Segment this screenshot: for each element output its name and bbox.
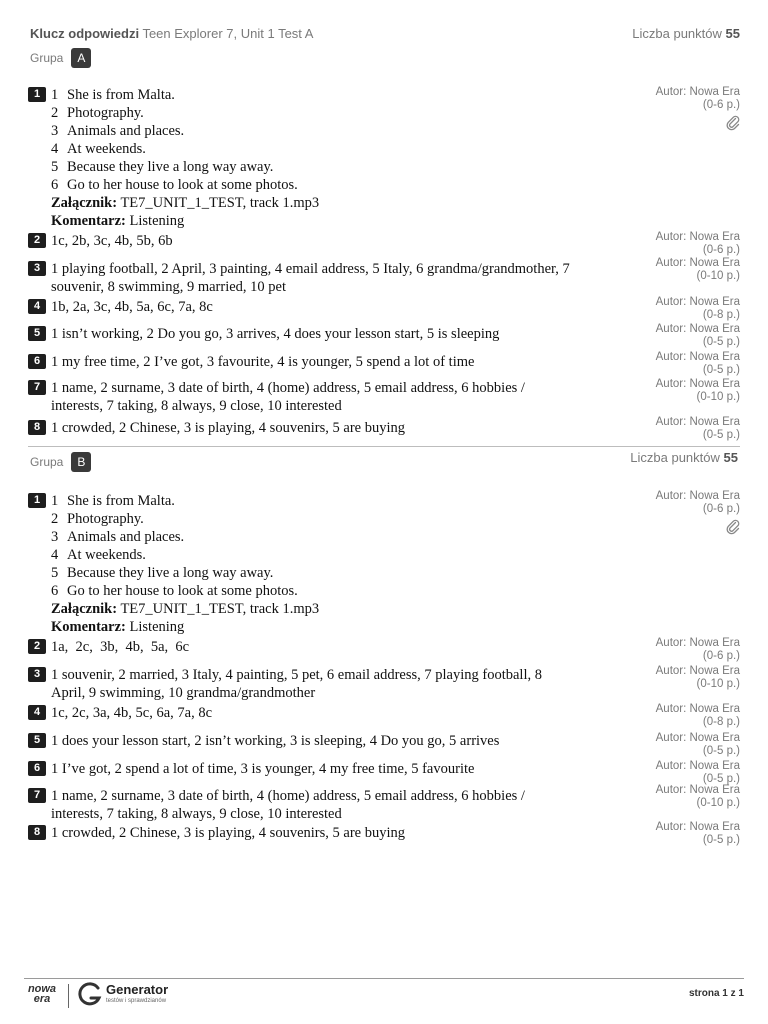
task-answer: 1 souvenir, 2 married, 3 Italy, 4 painting, 5 pet, 6 email address, 7 playing football, 8 April, 9 swimming, 10 grandma/grandmother [51,667,542,701]
group-a-task-8 [28,416,740,445]
task-answer: 1 She is from Malta. 2 Photography. 3 Animals and places. 4 At weekends. 5 Because they live a long way away. 6 Go to her house to look at some photos. Załącznik: TE7_UNIT_1_TEST, track 1.mp3 Komentarz: Listening [51,86,641,230]
group-b-task-3 [28,666,740,704]
task-author: Autor: Nowa Era (0-10 p.) [655,378,740,403]
task-answer: 1 She is from Malta. 2 Photography. 3 Animals and places. 4 At weekends. 5 Because they live a long way away. 6 Go to her house to look at some photos. Załącznik: TE7_UNIT_1_TEST, track 1.mp3 Komentarz: Listening [51,492,641,636]
task-answer: 1b, 2a, 3c, 4b, 5a, 6c, 7a, 8c [51,299,213,315]
task-answer: 1 isn’t working, 2 Do you go, 3 arrives, 4 does your lesson start, 5 is sleeping [51,326,500,342]
group-b-header [30,451,91,473]
attachment-line: Załącznik: TE7_UNIT_1_TEST, track 1.mp3 [51,195,320,211]
points-label: Liczba punktów [632,26,722,41]
group-a-task-3 [28,257,740,298]
group-badge-b: B [71,452,91,472]
task-number: 8 [28,420,46,435]
task-number: 7 [28,788,46,803]
group-b-task-4 [28,704,740,730]
attachment-link[interactable]: TE7_UNIT_1_TEST, track 1.mp3 [120,601,320,617]
group-a-task-6 [28,353,740,379]
task-answer: 1c, 2b, 3c, 4b, 5b, 6b [51,233,173,249]
task-number: 6 [28,761,46,776]
group-b-task-6 [28,760,740,786]
group-b-task-7 [28,784,740,825]
nowa-era-logo: nowa era [27,983,57,1005]
task-number: 7 [28,380,46,395]
comment-line: Komentarz: Listening [51,213,185,229]
task-author: Autor: Nowa Era (0-5 p.) [655,821,740,846]
comment-line: Komentarz: Listening [51,619,185,635]
attachment-line: Załącznik: TE7_UNIT_1_TEST, track 1.mp3 [51,601,320,617]
points-value: 55 [725,26,740,41]
paperclip-icon[interactable] [726,519,740,535]
task-author: Autor: Nowa Era (0-6 p.) [656,86,740,131]
group-b-task-1 [28,490,740,635]
task-author: Autor: Nowa Era (0-10 p.) [655,665,740,690]
group-a-task-4 [28,298,740,324]
task-author: Autor: Nowa Era (0-5 p.) [655,351,740,376]
group-a-task-5 [28,325,740,351]
task-author: Autor: Nowa Era (0-5 p.) [655,323,740,348]
task-number: 1 [28,493,46,508]
task-author: Autor: Nowa Era (0-10 p.) [655,257,740,282]
generator-g-icon [78,982,102,1008]
group-b-task-2 [28,638,740,664]
group-a-header [30,47,91,69]
task-number: 5 [28,733,46,748]
page-number: strona 1 z 1 [688,988,744,999]
attachment-link[interactable]: TE7_UNIT_1_TEST, track 1.mp3 [120,195,320,211]
task-number: 4 [28,705,46,720]
task-answer: 1 name, 2 surname, 3 date of birth, 4 (home) address, 5 email address, 6 hobbies / interests, 7 taking, 8 always, 9 close, 10 interested [51,380,525,414]
task-author: Autor: Nowa Era (0-6 p.) [655,637,740,662]
task-number: 1 [28,87,46,102]
page-footer [24,982,744,1012]
task-answer: 1a, 2c, 3b, 4b, 5a, 6c [51,639,190,655]
task-author: Autor: Nowa Era (0-6 p.) [656,490,740,535]
document-header [30,26,740,44]
group-label: Grupa [30,51,64,65]
generator-logo-text: Generator testów i sprawdzianów [106,982,169,1004]
task-author: Autor: Nowa Era (0-10 p.) [655,784,740,809]
task-answer: 1 does your lesson start, 2 isn’t working, 3 is sleeping, 4 Do you go, 5 arrives [51,733,500,749]
group-badge-a: A [71,48,91,68]
group-divider [28,446,740,447]
logo-separator [68,984,69,1008]
footer-divider [24,978,744,979]
paperclip-icon[interactable] [726,115,740,131]
group-a-task-2 [28,232,740,258]
task-number: 2 [28,639,46,654]
task-answer: 1 name, 2 surname, 3 date of birth, 4 (home) address, 5 email address, 6 hobbies / interests, 7 taking, 8 always, 9 close, 10 interested [51,788,525,822]
task-answer: 1 I’ve got, 2 spend a lot of time, 3 is younger, 4 my free time, 5 favourite [51,761,475,777]
task-number: 3 [28,261,46,276]
task-answer: 1 crowded, 2 Chinese, 3 is playing, 4 souvenirs, 5 are buying [51,825,405,841]
task-answer: 1 my free time, 2 I’ve got, 3 favourite, 4 is younger, 5 spend a lot of time [51,354,475,370]
task-number: 4 [28,299,46,314]
task-number: 5 [28,326,46,341]
group-b-points: Liczba punktów 55 [630,450,738,465]
task-author: Autor: Nowa Era (0-8 p.) [655,296,740,321]
task-number: 6 [28,354,46,369]
task-answer: 1c, 2c, 3a, 4b, 5c, 6a, 7a, 8c [51,705,213,721]
task-number: 2 [28,233,46,248]
group-b-task-5 [28,732,740,758]
task-author: Autor: Nowa Era (0-8 p.) [655,703,740,728]
task-answer: 1 playing football, 2 April, 3 painting, 4 email address, 5 Italy, 6 grandma/grandmother, 7 souvenir, 8 swimming, 9 married, 10 pet [51,261,570,295]
task-number: 8 [28,825,46,840]
group-label: Grupa [30,455,64,469]
doc-label: Klucz odpowiedzi [30,26,140,41]
task-author: Autor: Nowa Era (0-5 p.) [655,416,740,441]
group-a-task-1 [28,86,740,229]
task-answer: 1 crowded, 2 Chinese, 3 is playing, 4 souvenirs, 5 are buying [51,420,405,436]
doc-title: Teen Explorer 7, Unit 1 Test A [142,26,314,41]
group-a-task-7 [28,379,740,417]
total-points [632,26,740,41]
task-author: Autor: Nowa Era (0-5 p.) [655,760,740,785]
task-author: Autor: Nowa Era (0-5 p.) [655,732,740,757]
task-author: Autor: Nowa Era (0-6 p.) [655,231,740,256]
group-b-task-8 [28,821,740,850]
task-number: 3 [28,667,46,682]
